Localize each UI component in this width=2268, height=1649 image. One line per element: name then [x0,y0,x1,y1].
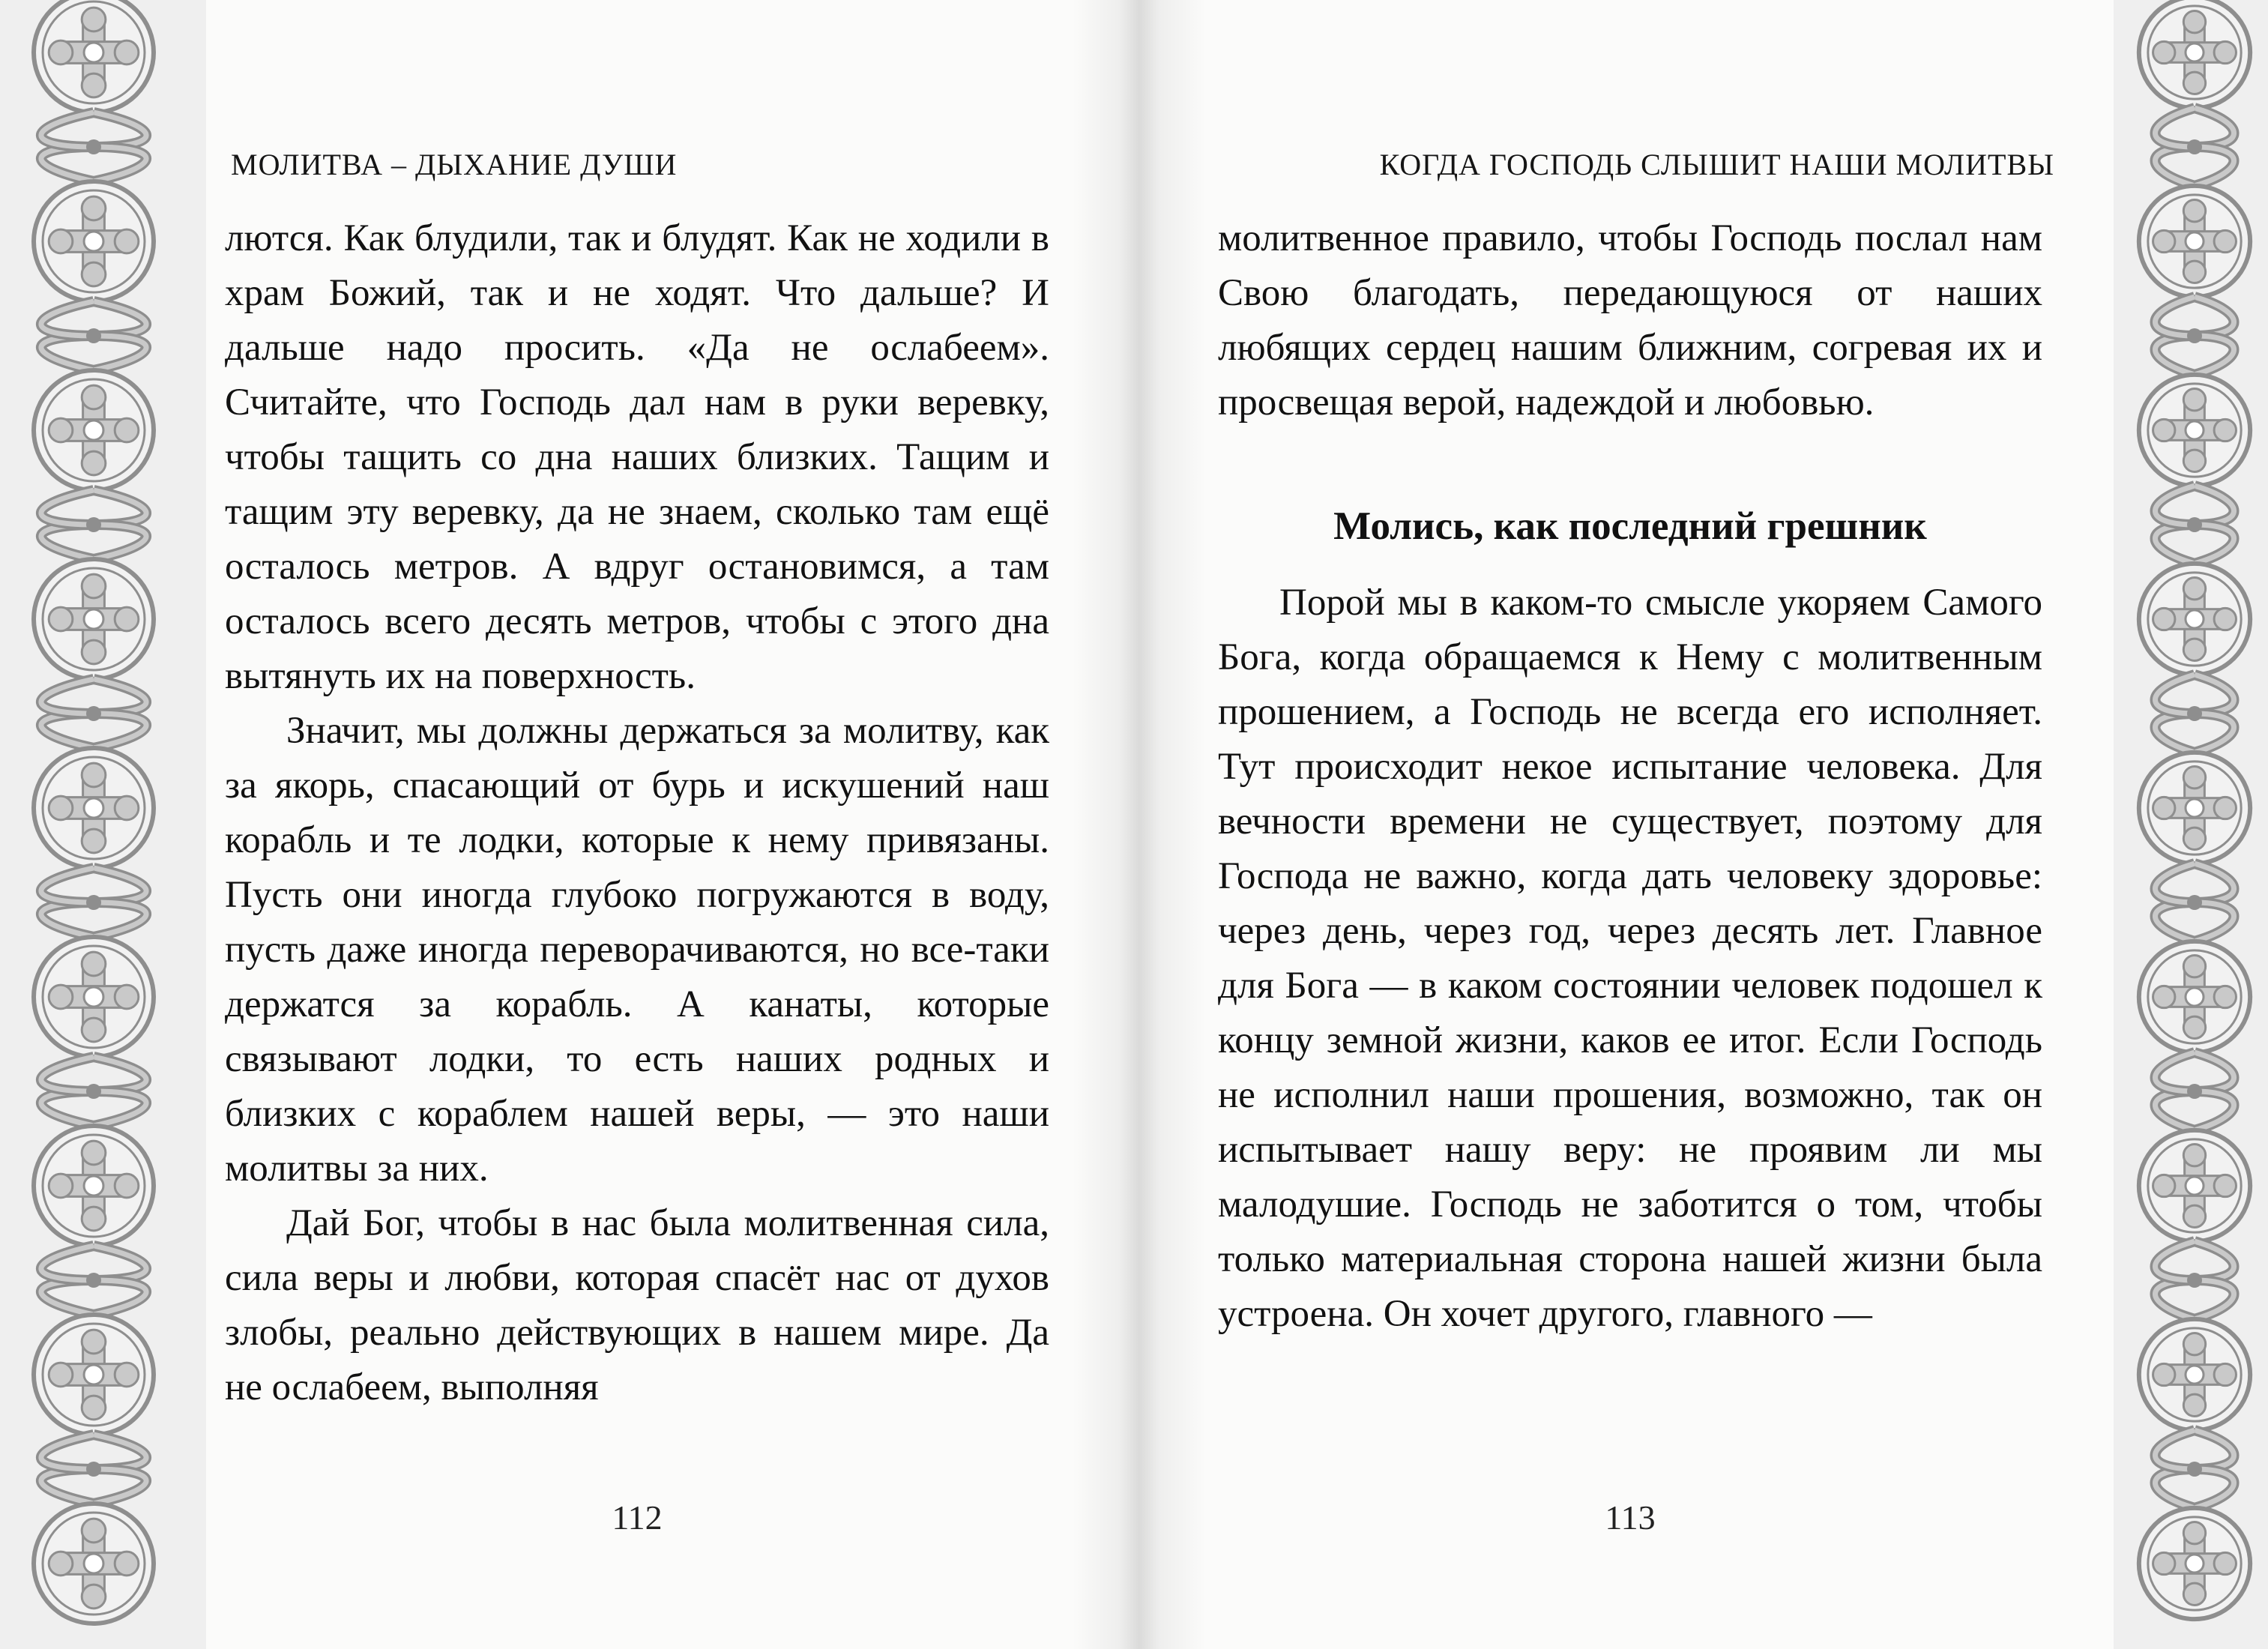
right-paragraph-2: Порой мы в каком-то смысле укоряем Самого Бога, когда обращаемся к Нему с молитвенным прошением, а Господь не всегда его исполняет. Тут происходит некое испытание человека. Для вечности времени не существует, поэтому для Господа не важно, когда дать человеку здоровье: через день, через год, через десять лет. Главное для Бога — в каком состоянии человек подошел к концу земной жизни, каков ее итог. Если Господь не исполнил наши прошения, возможно, так он испытывает нашу веру: не проявим ли мы малодушие. Господь не заботится о том, чтобы только материальная сторона нашей жизни была устроена. Он хочет другого, главного — [1218,582,2042,1335]
left-ornament-border [0,0,206,1649]
right-page [1218,0,2054,1649]
cross-medallion-icon [2139,0,2250,108]
cross-medallion-icon [34,370,154,490]
cross-medallion-icon [2139,753,2250,863]
right-running-head: КОГДА ГОСПОДЬ СЛЫШИТ НАШИ МОЛИТВЫ [1379,148,2054,181]
cross-medallion-icon [34,937,154,1057]
cross-medallion-icon [34,559,154,679]
right-ornament-border [2114,0,2268,1649]
right-page-number: 113 [1605,1498,1656,1537]
cross-medallion-icon [34,0,154,112]
left-page [225,0,1049,1649]
cross-medallion-icon [34,1504,154,1624]
right-body-text [1218,211,2042,1342]
right-paragraph-1: молитвенное правило, чтобы Господь послал нам Свою благодать, передающуюся от наших любящих сердец нашим ближним, согревая их и просвещая верой, надеждой и любовью. [1218,217,2042,423]
cross-medallion-icon [34,1315,154,1435]
section-heading: Молись, как последний грешник [1333,504,1927,548]
cross-medallion-icon [2139,1319,2250,1430]
cross-medallion-icon [2139,186,2250,297]
cross-medallion-icon [34,1126,154,1246]
left-paragraph-3: Дай Бог, чтобы в нас была молитвенная сила, сила веры и любви, которая спасёт нас от духов злобы, реально действующих в нашем мире. Да не ослабеем, выполняя [225,1202,1049,1408]
cross-medallion-icon [34,748,154,868]
cross-medallion-icon [2139,941,2250,1052]
left-page-number: 112 [612,1498,663,1537]
book-gutter [1072,0,1207,1649]
left-running-head: МОЛИТВА – ДЫХАНИЕ ДУШИ [231,148,678,181]
cross-medallion-icon [34,181,154,301]
left-paragraph-2: Значит, мы должны держаться за молитву, как за якорь, спасающий от бурь и искушений наш корабль и те лодки, которые к нему привязаны. Пусть они иногда глубоко погружаются в воду, пусть даже иногда переворачиваются, но все-таки держатся за корабль. А канаты, которые связывают лодки, то есть наших родных и близких с кораблем нашей веры, — это наши молитвы за них. [225,710,1049,1190]
cross-medallion-icon [2139,1508,2250,1619]
cross-medallion-icon [2139,1130,2250,1241]
left-paragraph-1: лются. Как блудили, так и блудят. Как не ходили в храм Божий, так и не ходят. Что дальше? И дальше надо просить. «Да не ослабеем». Считайте, что Господь дал нам в руки веревку, чтобы тащить со дна наших близких. Тащим и тащим эту веревку, да не знаем, сколько там ещё осталось метров. А вдруг остановимся, а там осталось всего десять метров, чтобы с этого дна вытянуть их на поверхность. [225,217,1049,697]
left-body-text [225,211,1049,1415]
cross-medallion-icon [2139,564,2250,675]
cross-medallion-icon [2139,375,2250,486]
